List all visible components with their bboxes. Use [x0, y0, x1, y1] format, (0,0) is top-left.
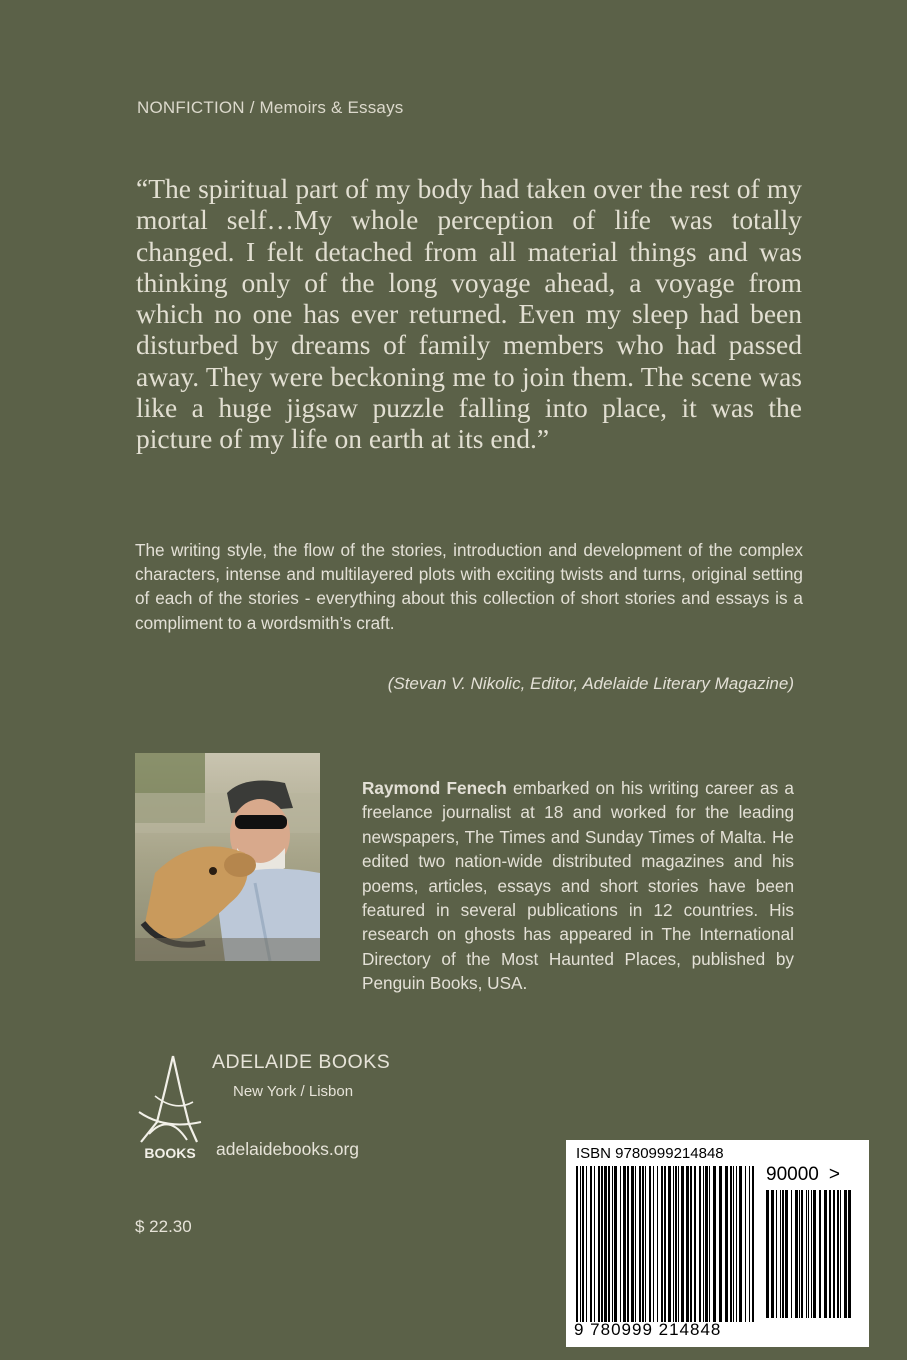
barcode-bar	[837, 1190, 839, 1318]
review-blurb: The writing style, the flow of the stories, introduction and development of the complex characters, intense and multilayered plots with exciting twists and turns, original setting of each of the stories - everything about this collection of short stories and essays is a compliment to a wordsmith’s craft.	[135, 540, 803, 633]
barcode-bar	[694, 1166, 696, 1322]
barcode-bar	[791, 1190, 792, 1318]
barcode-bar	[598, 1166, 600, 1322]
barcode-bar	[661, 1166, 663, 1322]
barcode-bar	[620, 1166, 621, 1322]
barcode-bar	[686, 1166, 689, 1322]
barcode-bar	[576, 1166, 578, 1322]
barcode-bar	[653, 1166, 654, 1322]
barcode-bar	[673, 1166, 674, 1322]
barcode-bar	[824, 1190, 827, 1318]
publisher-name: ADELAIDE BOOKS	[212, 1051, 391, 1073]
publisher-logo	[135, 1052, 205, 1164]
barcode-bar	[709, 1166, 710, 1322]
barcode-bar	[749, 1166, 750, 1322]
genre-label: NONFICTION / Memoirs & Essays	[137, 98, 404, 117]
barcode-bar	[829, 1190, 831, 1318]
barcode-bar	[833, 1190, 835, 1318]
barcode-bar	[601, 1166, 603, 1322]
barcode-bar	[623, 1166, 626, 1322]
barcode-bar	[806, 1190, 807, 1318]
price-label: $ 22.30	[135, 1217, 192, 1236]
barcode-bar	[713, 1166, 716, 1322]
barcode-bar	[848, 1190, 851, 1318]
isbn-barcode	[566, 1140, 869, 1347]
logo-text: BOOKS	[144, 1145, 196, 1161]
author-bio-text: embarked on his writing career as a freelance journalist at 18 and worked for the leading newspapers, The Times and Sunday Times of Malta. He edited two nation-wide distributed magazines and his poems, articles, essays and short stories have been featured in several publications in 12 countries. His research on ghosts has appeared in The International Directory of the Most Haunted Places, published by Penguin Books, USA.	[362, 778, 794, 994]
barcode-bar	[799, 1190, 800, 1318]
barcode-bar	[811, 1190, 812, 1318]
barcode-bar	[771, 1190, 774, 1318]
barcode-bar	[664, 1166, 666, 1322]
barcode-bar	[813, 1190, 816, 1318]
barcode-bar	[725, 1166, 728, 1322]
barcode-bar	[703, 1166, 704, 1322]
author-photo	[135, 753, 320, 961]
barcode-bar	[745, 1166, 746, 1322]
barcode-bar	[642, 1166, 644, 1322]
barcode-bar	[776, 1190, 777, 1318]
barcode-bar	[582, 1166, 584, 1322]
barcode-bar	[795, 1190, 798, 1318]
barcode-bar	[678, 1166, 679, 1322]
barcode-bar	[645, 1166, 646, 1322]
barcode-bar	[639, 1166, 641, 1322]
barcode-bar	[766, 1190, 769, 1318]
barcode-bar	[785, 1190, 788, 1318]
barcode-bar	[801, 1190, 803, 1318]
barcode-bar	[612, 1166, 613, 1322]
barcode-bar	[736, 1166, 737, 1322]
barcode-bar	[844, 1190, 847, 1318]
author-bio	[362, 776, 794, 996]
barcode-bar	[627, 1166, 629, 1322]
barcode-bar	[668, 1166, 671, 1322]
barcode-bar	[649, 1166, 651, 1322]
barcode-bar	[705, 1166, 708, 1322]
review-attribution: (Stevan V. Nikolic, Editor, Adelaide Literary Magazine)	[387, 674, 794, 693]
barcode-bar	[631, 1166, 634, 1322]
publisher-location: New York / Lisbon	[233, 1083, 354, 1100]
barcode-bar	[752, 1166, 754, 1322]
barcode-bar	[635, 1166, 636, 1322]
price-code-group	[766, 1164, 840, 1186]
isbn-label: ISBN 9780999214848	[576, 1145, 724, 1162]
barcode-bar	[681, 1166, 684, 1322]
barcode-bar	[675, 1166, 677, 1322]
addon-barcode-bars	[766, 1190, 854, 1340]
author-name: Raymond Fenech	[362, 778, 507, 798]
publisher-url[interactable]: adelaidebooks.org	[216, 1139, 360, 1159]
barcode-bar	[580, 1166, 581, 1322]
barcode-bar	[730, 1166, 732, 1322]
excerpt-quote: “The spiritual part of my body had taken over the rest of my mortal self…My whole perception of life was totally changed. I felt detached from all material things and was thinking only of the long voyage ahead, a voyage from which no one has ever returned. Even my sleep had been disturbed by dreams of family members who had passed away. They were beckoning me to join them. The scene was like a huge jigsaw puzzle falling into place, it was the picture of my life on earth at its end.”	[136, 173, 802, 455]
price-code-arrow: >	[828, 1164, 840, 1185]
barcode-bar	[590, 1166, 592, 1322]
barcode-bar	[819, 1190, 821, 1318]
barcode-bar	[608, 1166, 610, 1322]
barcode-bar	[808, 1190, 809, 1318]
barcode-bar	[657, 1166, 658, 1322]
barcode-bar	[780, 1190, 781, 1318]
barcode-bar	[840, 1190, 841, 1318]
isbn-digits: 9 780999 214848	[574, 1320, 722, 1339]
price-code: 90000	[766, 1164, 819, 1185]
barcode-bar	[739, 1166, 742, 1322]
barcode-bar	[690, 1166, 692, 1322]
barcode-bar	[719, 1166, 722, 1322]
barcode-bar	[594, 1166, 595, 1322]
barcode-bar	[733, 1166, 734, 1322]
barcode-bar	[604, 1166, 607, 1322]
barcode-bar	[586, 1166, 587, 1322]
barcode-bars	[576, 1166, 756, 1322]
barcode-bar	[782, 1190, 784, 1318]
barcode-bar	[614, 1166, 617, 1322]
barcode-bar	[699, 1166, 701, 1322]
